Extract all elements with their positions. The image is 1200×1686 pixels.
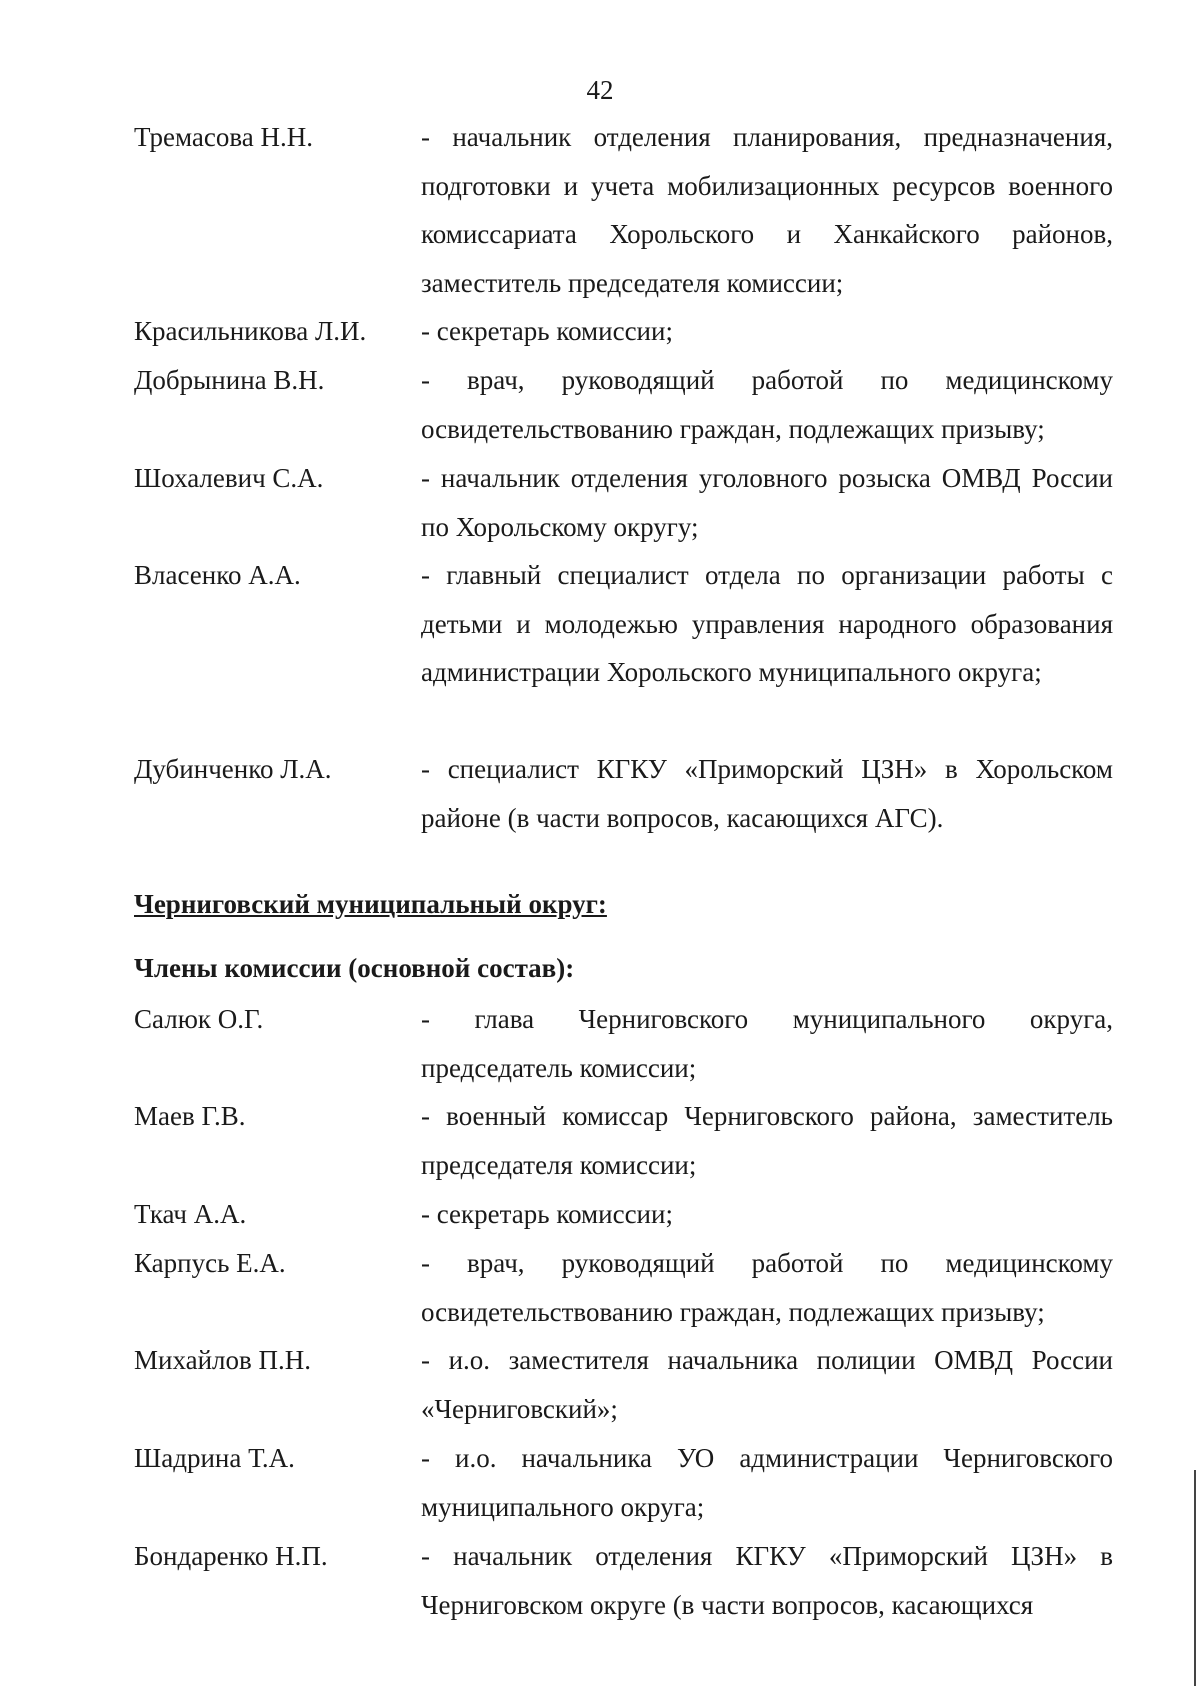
section-heading: Черниговский муниципальный округ: xyxy=(134,889,607,919)
member-name: Добрынина В.Н. xyxy=(134,365,325,395)
member-name: Власенко А.А. xyxy=(134,560,301,590)
member-name: Бондаренко Н.П. xyxy=(134,1541,328,1571)
member-name: Карпусь Е.А. xyxy=(134,1248,286,1278)
member-role: - врач, руководящий работой по медицинскому освидетельствованию граждан, подлежащих призыву; xyxy=(421,365,1113,444)
member-role: - секретарь комиссии; xyxy=(421,316,673,346)
member-role: - начальник отделения КГКУ «Приморский ЦЗН» в Черниговском округе (в части вопросов, касающихся xyxy=(421,1541,1113,1620)
member-name: Дубинченко Л.А. xyxy=(134,754,332,784)
member-role: - секретарь комиссии; xyxy=(421,1199,673,1229)
member-role: - врач, руководящий работой по медицинскому освидетельствованию граждан, подлежащих призыву; xyxy=(421,1248,1113,1327)
member-role: - глава Черниговского муниципального округа, председатель комиссии; xyxy=(421,1004,1113,1083)
member-role: - главный специалист отдела по организации работы с детьми и молодежью управления народного образования администрации Хорольского муниципального округа; xyxy=(421,560,1113,687)
member-name: Тремасова Н.Н. xyxy=(134,122,313,152)
member-name: Шохалевич С.А. xyxy=(134,463,324,493)
member-role: - начальник отделения уголовного розыска ОМВД России по Хорольскому округу; xyxy=(421,463,1113,542)
member-name: Ткач А.А. xyxy=(134,1199,247,1229)
member-role: - специалист КГКУ «Приморский ЦЗН» в Хорольском районе (в части вопросов, касающихся АГС). xyxy=(421,754,1113,833)
scan-edge-line xyxy=(1194,1470,1196,1686)
member-name: Шадрина Т.А. xyxy=(134,1443,295,1473)
member-name: Красильникова Л.И. xyxy=(134,316,367,346)
subsection-heading: Члены комиссии (основной состав): xyxy=(134,953,575,983)
member-role: - и.о. начальника УО администрации Черниговского муниципального округа; xyxy=(421,1443,1113,1522)
member-role: - начальник отделения планирования, предназначения, подготовки и учета мобилизационных ресурсов военного комиссариата Хорольского и Ханкайского районов, заместитель председателя комиссии; xyxy=(421,122,1113,298)
member-role: - и.о. заместителя начальника полиции ОМВД России «Черниговский»; xyxy=(421,1345,1113,1424)
member-name: Салюк О.Г. xyxy=(134,1004,264,1034)
member-role: - военный комиссар Черниговского района, заместитель председателя комиссии; xyxy=(421,1101,1113,1180)
member-name: Маев Г.В. xyxy=(134,1101,246,1131)
member-name: Михайлов П.Н. xyxy=(134,1345,312,1375)
page-number: 42 xyxy=(586,75,614,105)
